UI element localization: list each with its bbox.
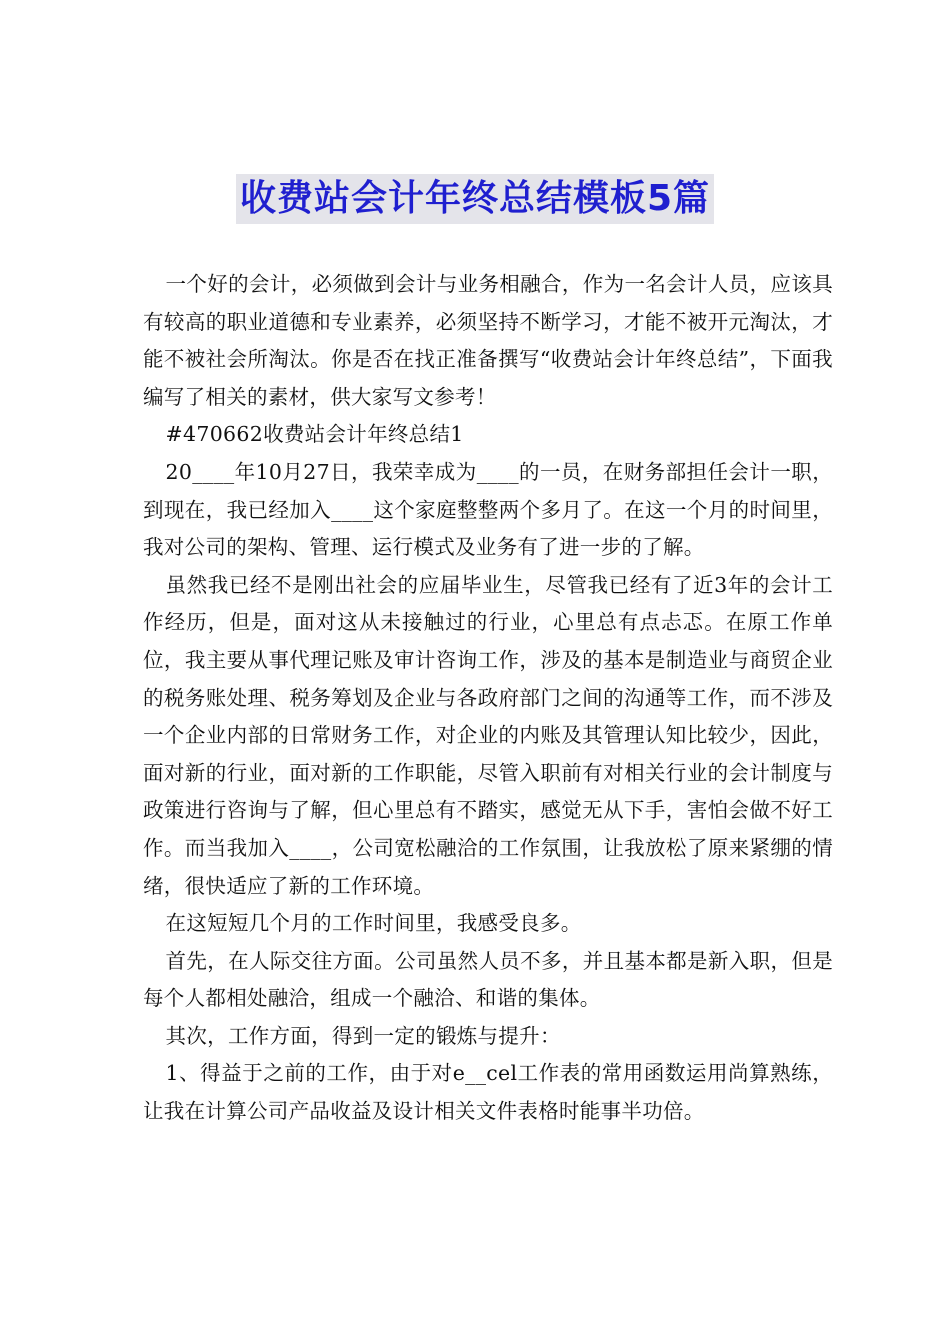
paragraph-section-heading: #470662收费站会计年终总结1	[165, 422, 464, 447]
paragraph-2: 虽然我已经不是刚出社会的应届毕业生，尽管我已经有了近3年的会计工作经历，但是，面对这从未接触过的行业，心里总有点忐忑。在原工作单位，我主要从事代理记账及审计咨询工作，涉及的基本是制造业与商贸企业的税务账处理、税务筹划及企业与各政府部门之间的沟通等工作，而不涉及一个企业内部的日常财务工作，对企业的内账及其管理认知比较少，因此，面对新的行业，面对新的工作职能，尽管入职前有对相关行业的会计制度与政策进行咨询与了解，但心里总有不踏实，感觉无从下手，害怕会做不好工作。而当我加入____，公司宽松融洽的工作氛围，让我放松了原来紧绷的情绪，很快适应了新的工作环境。	[143, 572, 833, 898]
paragraph-intro: 一个好的会计，必须做到会计与业务相融合，作为一名会计人员，应该具有较高的职业道德和专业素养，必须坚持不断学习，才能不被开元淘汰，才能不被社会所淘汰。你是否在找正准备撰写“收费站会计年终总结”，下面我编写了相关的素材，供大家写文参考！	[143, 272, 833, 409]
paragraph-1: 20____年10月27日，我荣幸成为____的一员，在财务部担任会计一职，到现在，我已经加入____这个家庭整整两个多月了。在这一个月的时间里，我对公司的架构、管理、运行模式及业务有了进一步的了解。	[143, 459, 833, 560]
paragraph-5: 其次，工作方面，得到一定的锻炼与提升：	[165, 1023, 561, 1048]
title-container	[0, 174, 950, 224]
document-title: 收费站会计年终总结模板5篇	[236, 174, 714, 224]
paragraph-4: 首先，在人际交往方面。公司虽然人员不多，并且基本都是新入职，但是每个人都相处融洽，组成一个融洽、和谐的集体。	[143, 948, 833, 1011]
document-body	[143, 266, 833, 1131]
paragraph-6: 1、得益于之前的工作，由于对e__cel工作表的常用函数运用尚算熟练，让我在计算公司产品收益及设计相关文件表格时能事半功倍。	[143, 1061, 833, 1124]
paragraph-3: 在这短短几个月的工作时间里，我感受良多。	[165, 911, 582, 936]
